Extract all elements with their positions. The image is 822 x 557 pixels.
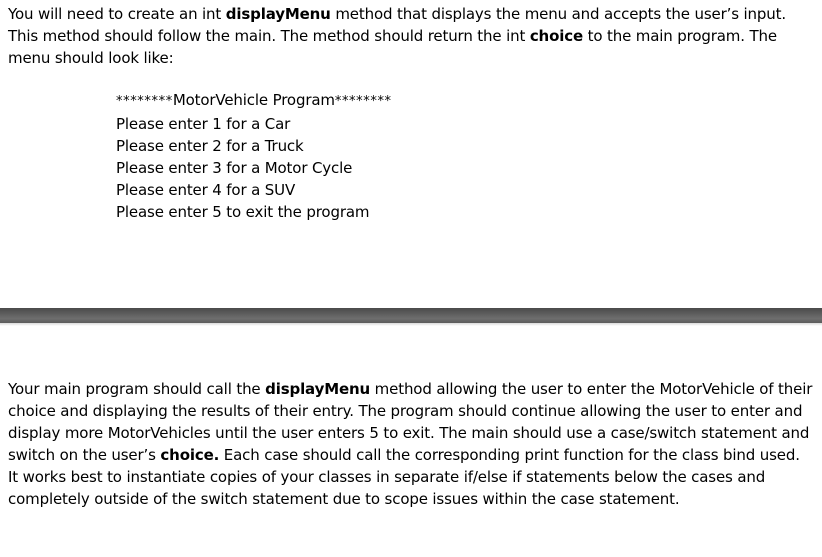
menu-stars-right: ******** [334, 94, 392, 109]
menu-option: Please enter 4 for a SUV [116, 181, 296, 199]
page-divider-bar [0, 308, 822, 323]
menu-example [116, 89, 392, 223]
paragraph-text: to the main program. The menu should look like: [8, 27, 777, 67]
bold-term-choice: choice. [160, 446, 220, 464]
menu-option: Please enter 1 for a Car [116, 115, 291, 133]
bold-term-displaymenu: displayMenu [265, 380, 371, 398]
bold-term-displaymenu: displayMenu [225, 5, 331, 23]
menu-option: Please enter 5 to exit the program [116, 203, 370, 221]
menu-stars-left: ******** [116, 94, 173, 109]
paragraph-text: method that displays the menu and accepts the user’s input. This method should follow the main. The method should return the int [8, 5, 786, 45]
menu-option: Please enter 3 for a Motor Cycle [116, 159, 353, 177]
paragraph-text: You will need to create an int [8, 5, 226, 23]
menu-title: MotorVehicle Program [172, 91, 335, 109]
paragraph-text: method allowing the user to enter the MotorVehicle of their choice and displaying the results of their entry. The program should continue allowing the user to enter and display more MotorVehicles until the user enters 5 to exit. The main should use a case/switch statement and switch on the user’s [8, 380, 813, 464]
paragraph-text: Your main program should call the [8, 380, 266, 398]
paragraph-text: Each case should call the corresponding print function for the class bind used. It works best to instantiate copies of your classes in separate if/else if statements below the cases and completely outside of the switch statement due to scope issues within the case statement. [8, 446, 800, 508]
menu-title-line [116, 89, 392, 113]
instructions-paragraph-1 [8, 3, 814, 69]
bold-term-choice: choice [529, 27, 583, 45]
page-divider-shadow [0, 323, 822, 326]
menu-option: Please enter 2 for a Truck [116, 137, 304, 155]
instructions-paragraph-2 [8, 378, 814, 510]
